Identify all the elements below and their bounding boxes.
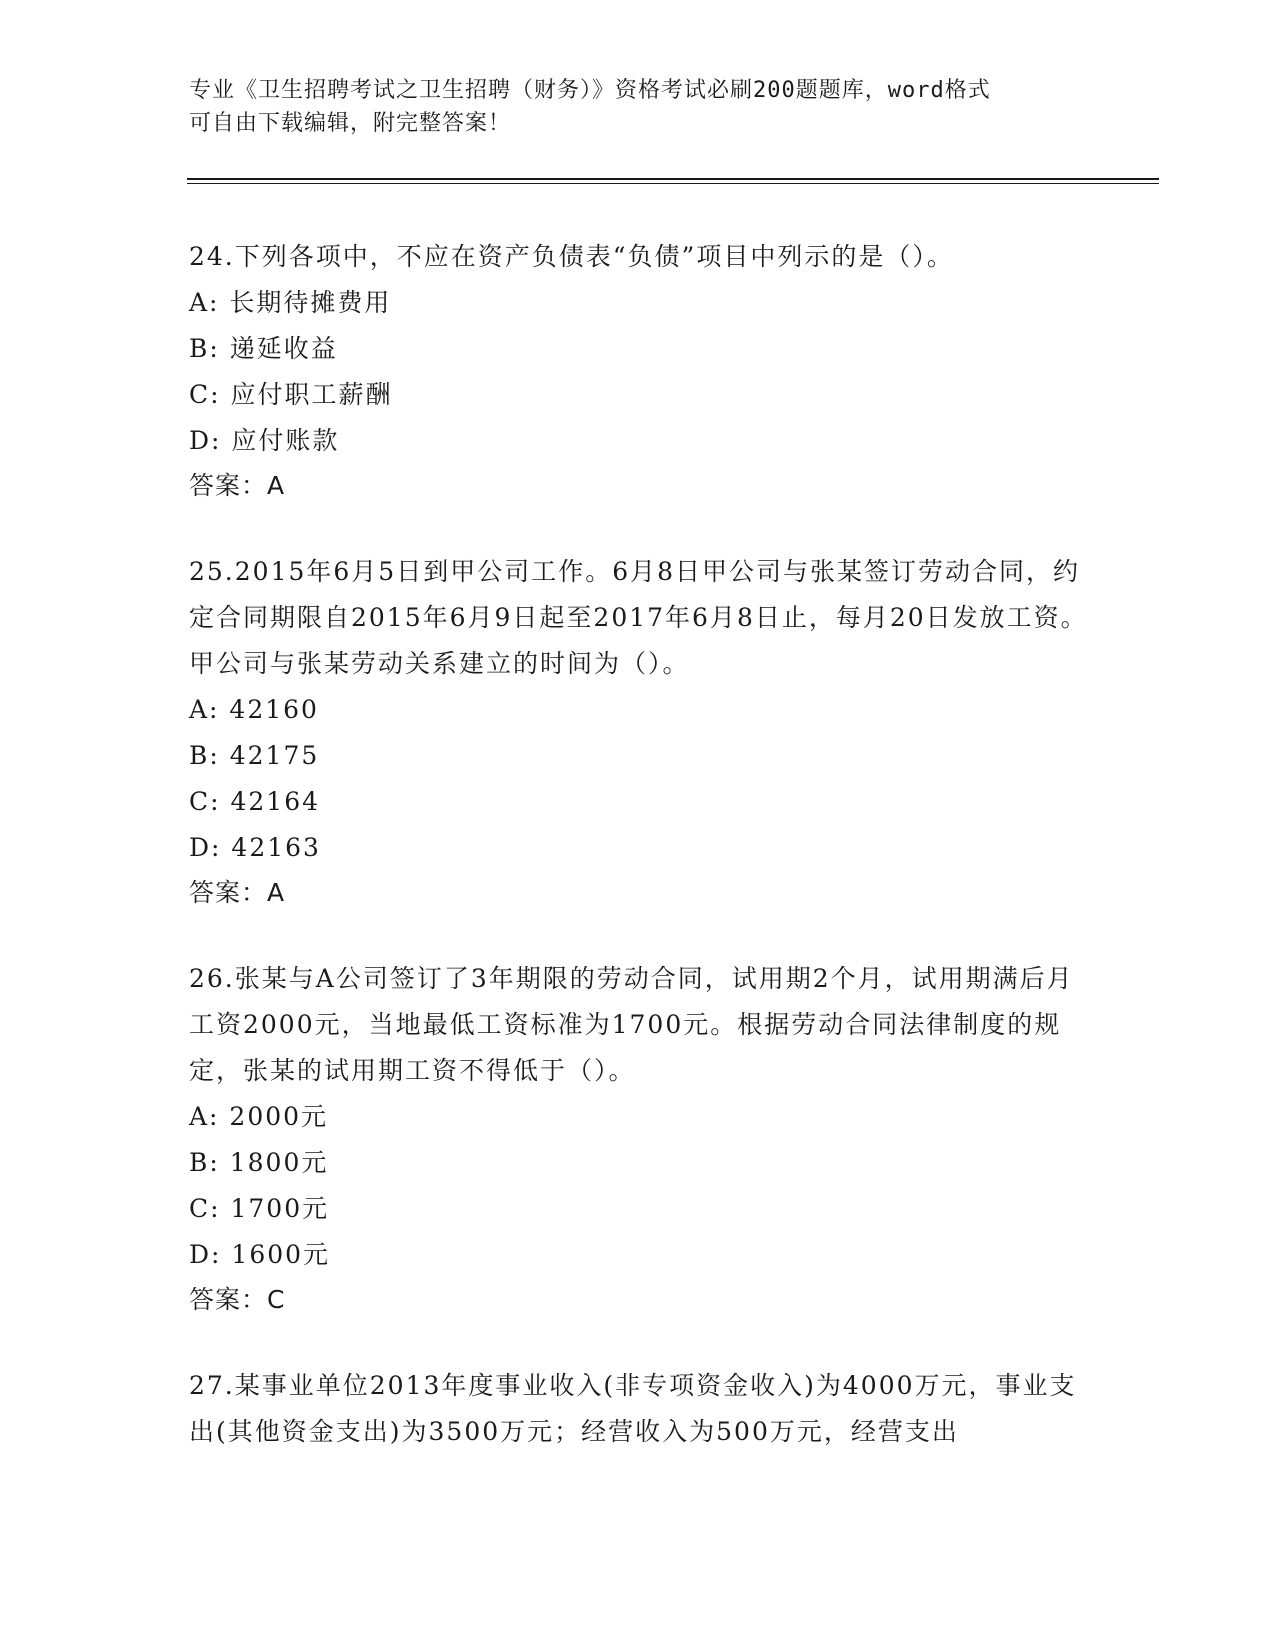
answer: 答案：A: [189, 878, 286, 907]
option-a: A: 2000元: [189, 1102, 329, 1131]
option-b: B: 42175: [189, 741, 320, 770]
question-27: [189, 1363, 1089, 1455]
question-25: [189, 549, 1089, 915]
option-d: D: 42163: [189, 833, 321, 862]
question-26: [189, 956, 1089, 1322]
option-b: B: 递延收益: [189, 334, 338, 363]
header-title-line-2: 可自由下载编辑，附完整答案！: [189, 111, 512, 136]
answer: 答案：C: [189, 1285, 286, 1314]
question-24: [189, 234, 1089, 508]
option-c: C: 1700元: [189, 1194, 330, 1223]
header-divider-thick: [187, 178, 1159, 180]
question-stem: 24.下列各项中，不应在资产负债表“负债”项目中列示的是（）。: [189, 242, 954, 271]
document-header: [189, 74, 1069, 140]
question-list: [189, 234, 1089, 1496]
question-stem: 26.张某与A公司签订了3年期限的劳动合同，试用期2个月，试用期满后月工资2000元，当地最低工资标准为1700元。根据劳动合同法律制度的规定，张某的试用期工资不得低于（）。: [189, 964, 1074, 1085]
question-stem: 27.某事业单位2013年度事业收入(非专项资金收入)为4000万元，事业支出(其他资金支出)为3500万元；经营收入为500万元，经营支出: [189, 1371, 1077, 1446]
option-a: A: 长期待摊费用: [189, 288, 392, 317]
option-b: B: 1800元: [189, 1148, 329, 1177]
header-title-line-1: 专业《卫生招聘考试之卫生招聘（财务）》资格考试必刷200题题库，word格式: [189, 78, 991, 103]
option-d: D: 1600元: [189, 1240, 331, 1269]
option-c: C: 应付职工薪酬: [189, 380, 393, 409]
option-a: A: 42160: [189, 695, 319, 724]
question-stem: 25.2015年6月5日到甲公司工作。6月8日甲公司与张某签订劳动合同，约定合同期限自2015年6月9日起至2017年6月8日止，每月20日发放工资。甲公司与张某劳动关系建立的时间为（）。: [189, 557, 1088, 678]
answer: 答案：A: [189, 471, 286, 500]
option-d: D: 应付账款: [189, 426, 340, 455]
option-c: C: 42164: [189, 787, 321, 816]
header-divider-thin: [187, 183, 1159, 184]
